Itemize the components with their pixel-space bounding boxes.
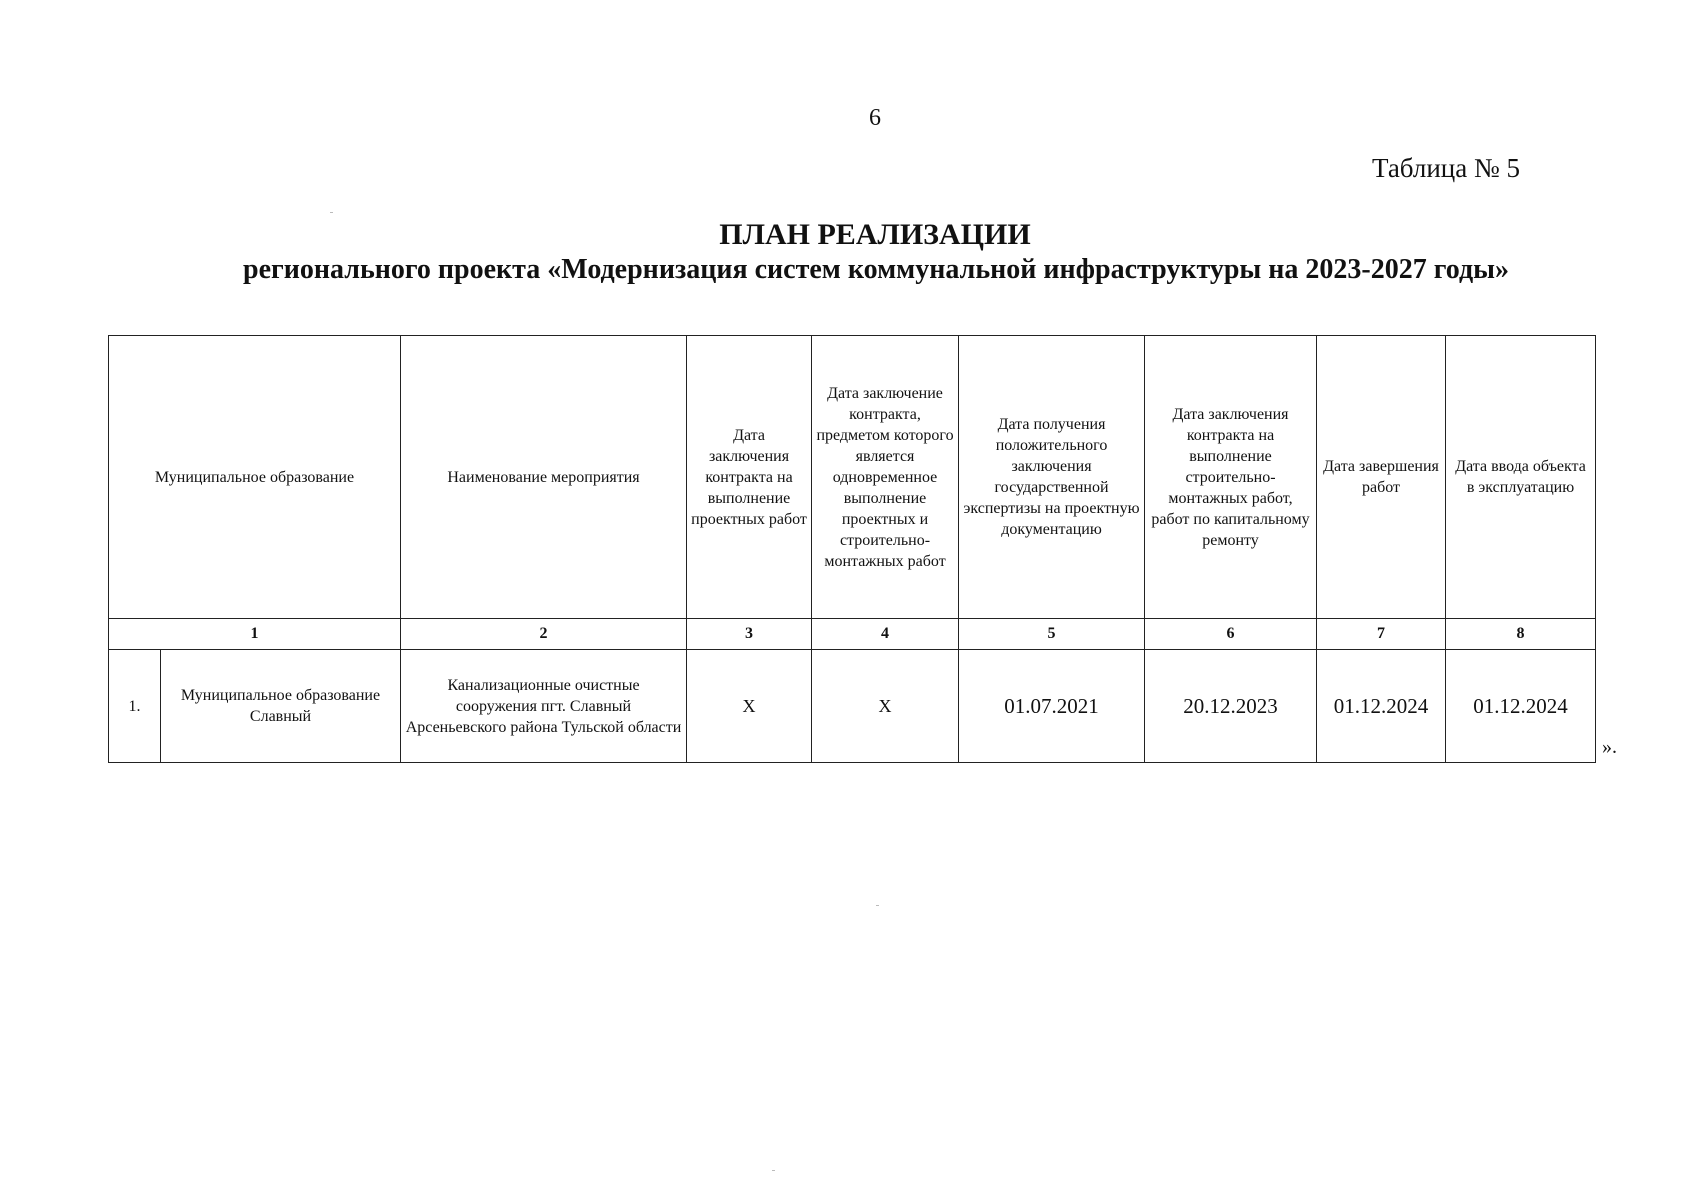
column-number: 2 xyxy=(401,619,687,650)
page-number: 6 xyxy=(869,105,881,131)
scan-speck xyxy=(330,212,333,213)
cell-design-contract-date: Х xyxy=(687,650,812,763)
document-title: ПЛАН РЕАЛИЗАЦИИ xyxy=(719,218,1031,251)
implementation-plan-table xyxy=(108,335,1596,763)
column-number: 6 xyxy=(1145,619,1317,650)
table-label: Таблица № 5 xyxy=(1372,153,1520,183)
closing-quote-mark: ». xyxy=(1602,736,1617,758)
column-number: 5 xyxy=(959,619,1145,650)
document-subtitle: регионального проекта «Модернизация систем коммунальной инфраструктуры на 2023-2027 годы» xyxy=(243,254,1509,285)
header-design-contract-date: Дата заключения контракта на выполнение проектных работ xyxy=(687,336,812,619)
column-number: 3 xyxy=(687,619,812,650)
column-number: 8 xyxy=(1446,619,1596,650)
cell-commissioning-date: 01.12.2024 xyxy=(1446,650,1596,763)
header-combined-contract-date: Дата заключение контракта, предметом которого является одновременное выполнение проектных и строительно-монтажных работ xyxy=(812,336,959,619)
header-construction-contract-date: Дата заключения контракта на выполнение строительно-монтажных работ, работ по капитальному ремонту xyxy=(1145,336,1317,619)
column-number: 4 xyxy=(812,619,959,650)
row-index: 1. xyxy=(109,650,161,763)
scan-speck xyxy=(876,905,879,906)
cell-event-name: Канализационные очистные сооружения пгт. Славный Арсеньевского района Тульской области xyxy=(401,650,687,763)
header-completion-date: Дата завершения работ xyxy=(1317,336,1446,619)
column-number: 7 xyxy=(1317,619,1446,650)
cell-expertise-date: 01.07.2021 xyxy=(959,650,1145,763)
column-number-row xyxy=(109,619,1596,650)
cell-combined-contract-date: Х xyxy=(812,650,959,763)
cell-municipality: Муниципальное образование Славный xyxy=(161,650,401,763)
header-expertise-date: Дата получения положительного заключения государственной экспертизы на проектную документацию xyxy=(959,336,1145,619)
header-event-name: Наименование мероприятия xyxy=(401,336,687,619)
table-header-row xyxy=(109,336,1596,619)
header-municipality: Муниципальное образование xyxy=(109,336,401,619)
cell-construction-contract-date: 20.12.2023 xyxy=(1145,650,1317,763)
column-number: 1 xyxy=(109,619,401,650)
header-commissioning-date: Дата ввода объекта в эксплуатацию xyxy=(1446,336,1596,619)
cell-completion-date: 01.12.2024 xyxy=(1317,650,1446,763)
table-row xyxy=(109,650,1596,763)
scan-speck xyxy=(772,1170,775,1171)
